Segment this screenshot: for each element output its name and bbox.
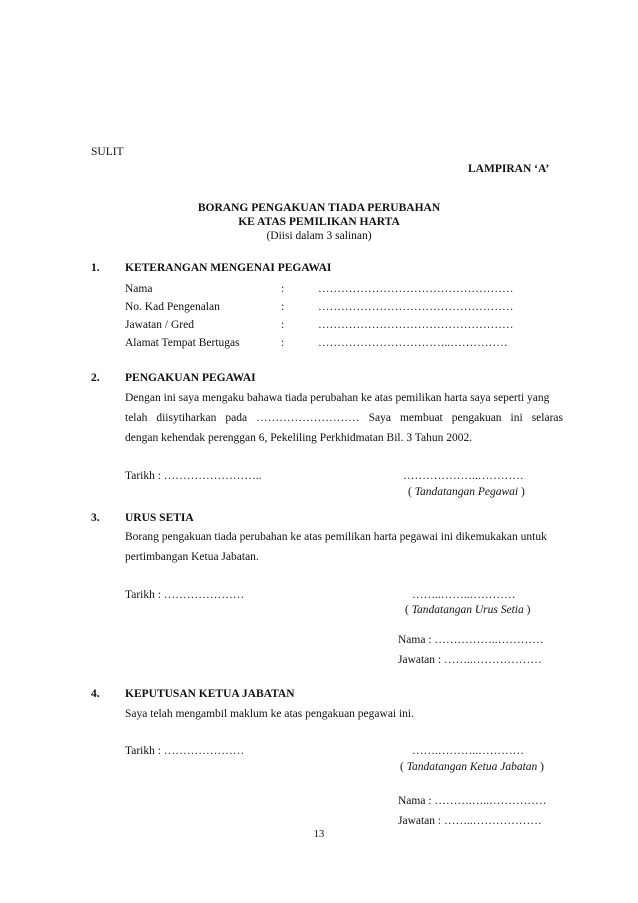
decision-text-line1: Saya telah mengambil maklum ke atas pengakuan pegawai ini. <box>125 708 415 720</box>
declaration-text-line1: Dengan ini saya mengaku bahawa tiada perubahan ke atas pemilikan harta saya seperti yang <box>125 392 550 404</box>
form-title-note: (Diisi dalam 3 salinan) <box>266 230 372 242</box>
position-field[interactable]: Jawatan : ……..……………… <box>398 654 542 666</box>
section-heading: KEPUTUSAN KETUA JABATAN <box>125 688 295 700</box>
signature-caption: ( Tandatangan Pegawai ) <box>408 486 525 498</box>
section-number: 4. <box>91 688 100 700</box>
name-field[interactable]: Nama : ……….…..…………… <box>398 795 547 807</box>
section-heading: PENGAKUAN PEGAWAI <box>125 372 256 384</box>
name-field[interactable]: Nama : ……………..………… <box>398 634 544 646</box>
declaration-text-line2: telah diisytiharkan pada ……………………… Saya membuat pengakuan ini selaras <box>125 412 563 424</box>
position-field[interactable]: Jawatan : ……..……………… <box>398 815 542 827</box>
section-number: 2. <box>91 372 100 384</box>
field-colon: : <box>281 337 285 349</box>
date-field[interactable]: Tarikh : ………………… <box>125 589 245 601</box>
classification-label: SULIT <box>91 146 124 158</box>
signature-caption: ( Tandatangan Urus Setia ) <box>405 604 531 616</box>
field-ic-number-blank[interactable]: …………………………………………… <box>318 301 514 313</box>
field-label-name: Nama <box>125 283 153 295</box>
section-heading: KETERANGAN MENGENAI PEGAWAI <box>125 262 332 274</box>
field-work-address-blank[interactable]: ……………………………..…………… <box>318 337 508 349</box>
field-colon: : <box>281 301 285 313</box>
section-number: 1. <box>91 262 100 274</box>
section-number: 3. <box>91 512 100 524</box>
section-heading: URUS SETIA <box>125 512 194 524</box>
date-field[interactable]: Tarikh : …………………….. <box>125 470 262 482</box>
signature-blank[interactable]: ………………..………… <box>403 470 524 482</box>
appendix-label: LAMPIRAN ‘A’ <box>468 163 550 175</box>
field-name-blank[interactable]: …………………………………………… <box>318 283 514 295</box>
secretariat-text-line1: Borang pengakuan tiada perubahan ke atas pemilikan harta pegawai ini dikemukakan untuk <box>125 531 547 543</box>
form-title-line2: KE ATAS PEMILIKAN HARTA <box>238 216 400 228</box>
field-colon: : <box>281 283 285 295</box>
field-label-ic-number: No. Kad Pengenalan <box>125 301 220 313</box>
signature-blank[interactable]: ……..……..………… <box>412 589 516 601</box>
signature-blank[interactable]: …….………..………… <box>412 745 525 757</box>
signature-caption: ( Tandatangan Ketua Jabatan ) <box>400 761 544 773</box>
field-position-blank[interactable]: …………………………………………… <box>318 319 514 331</box>
declaration-text-line3: dengan kehendak perenggan 6, Pekeliling Perkhidmatan Bil. 3 Tahun 2002. <box>125 432 473 444</box>
field-label-position: Jawatan / Gred <box>125 319 194 331</box>
field-label-work-address: Alamat Tempat Bertugas <box>125 337 240 349</box>
secretariat-text-line2: pertimbangan Ketua Jabatan. <box>125 551 259 563</box>
date-field[interactable]: Tarikh : ………………… <box>125 745 245 757</box>
field-colon: : <box>281 319 285 331</box>
form-title-line1: BORANG PENGAKUAN TIADA PERUBAHAN <box>197 202 441 214</box>
page-number: 13 <box>313 829 325 840</box>
